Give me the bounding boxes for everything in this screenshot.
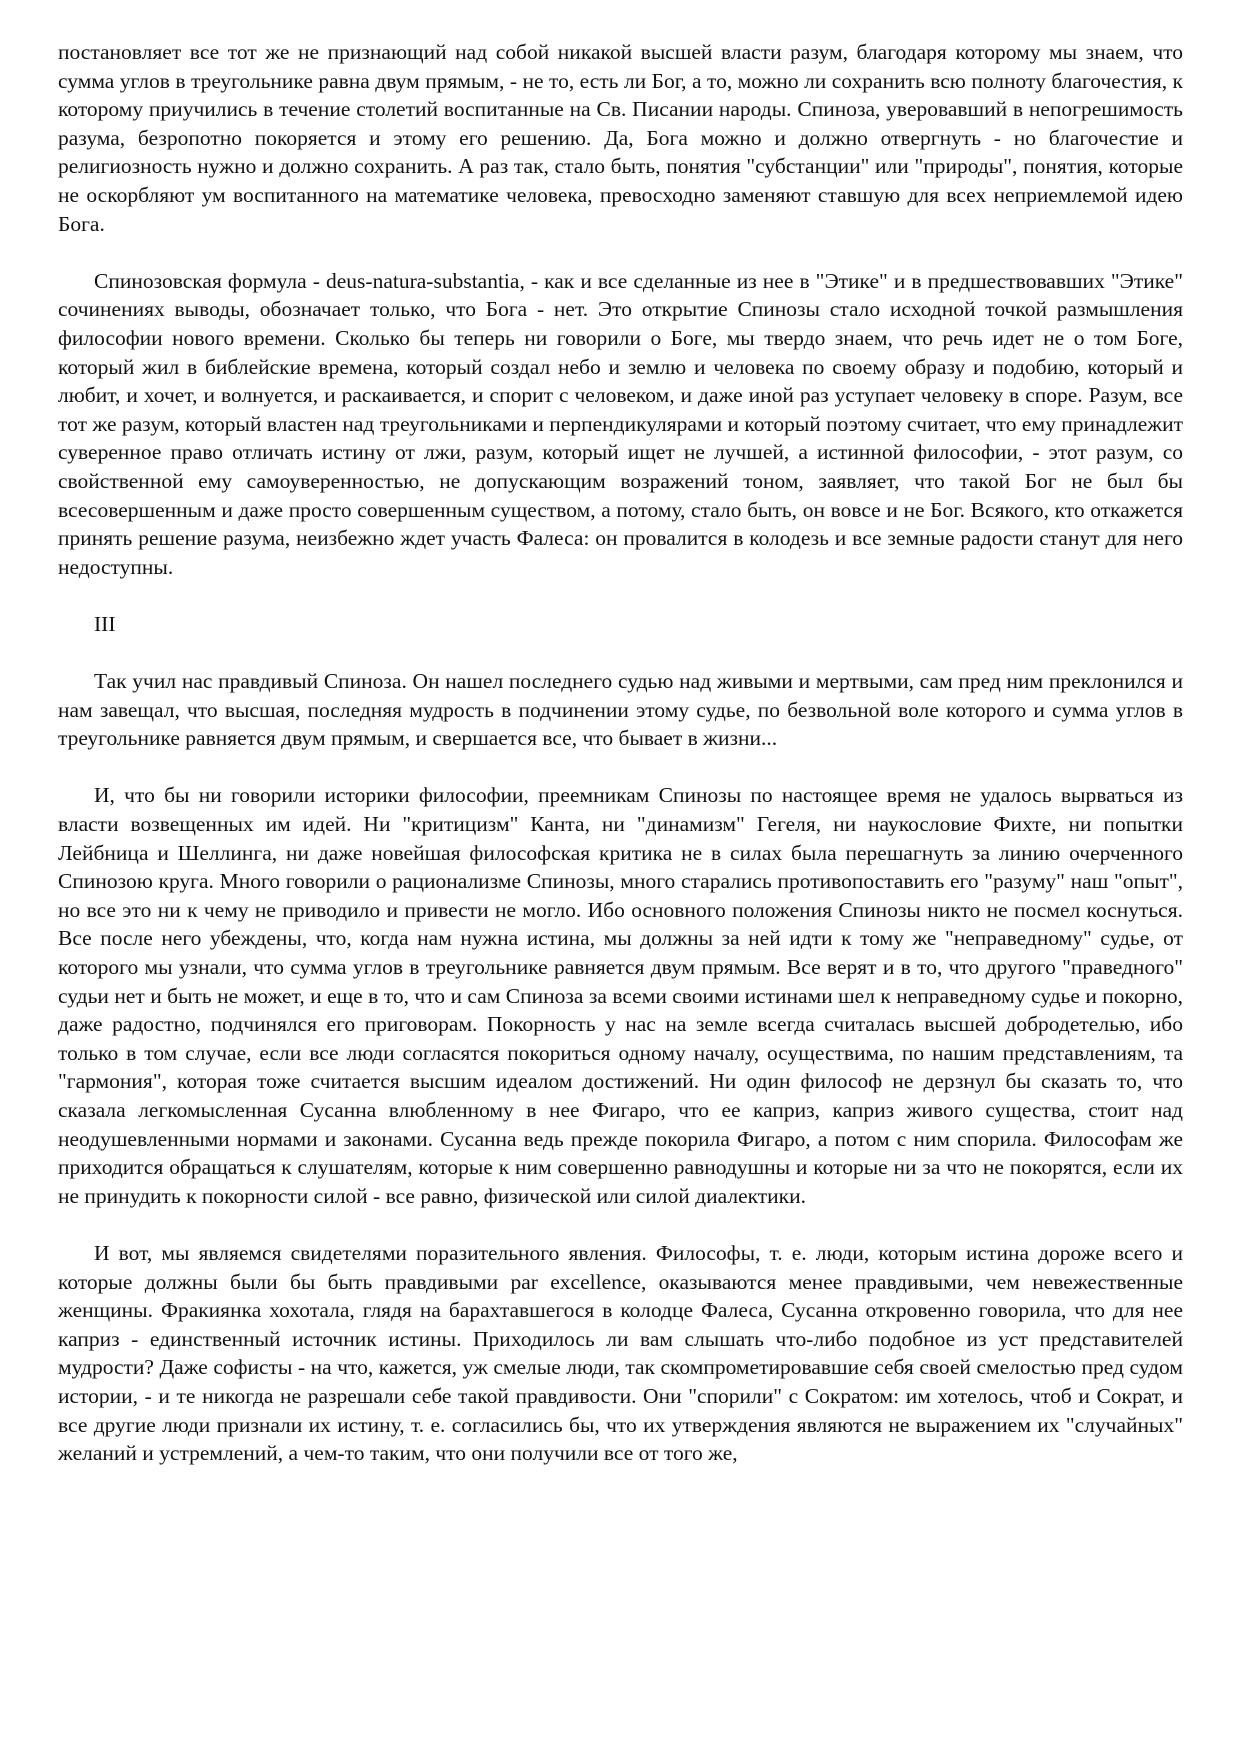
paragraph-2: Спинозовская формула - deus-natura-substantia, - как и все сделанные из нее в "Этике" и в предшествовавших "Этике" сочинениях выводы, обозначает только, что Бога - нет. Это открытие Спинозы стало исходной точкой размышления философии нового времени. Сколько бы теперь ни говорили о Боге, мы твердо знаем, что речь идет не о том Боге, который жил в библейские времена, который создал небо и землю и человека по своему образу и подобию, который и любит, и хочет, и волнуется, и раскаивается, и спорит с человеком, и даже иной раз уступает человеку в споре. Разум, все тот же разум, который властен над треугольниками и перпендикулярами и который поэтому считает, что ему принадлежит суверенное право отличать истину от лжи, разум, который ищет не лучшей, а истинной философии, - этот разум, со свойственной ему самоуверенностью, не допускающим возражений тоном, заявляет, что такой Бог не был бы всесовершенным и даже просто совершенным существом, а потому, стало быть, он вовсе и не Бог. Всякого, кто откажется принять решение разума, неизбежно ждет участь Фалеса: он провалится в колодезь и все земные радости станут для него недоступны. xyxy=(58,268,1183,579)
paragraph-5: И вот, мы являемся свидетелями поразительного явления. Философы, т. е. люди, которым истина дороже всего и которые должны были бы быть правдивыми par excellence, оказываются менее правдивыми, чем невежественные женщины. Фракиянка хохотала, глядя на барахтавшегося в колодце Фалеса, Сусанна откровенно говорила, что для нее каприз - единственный источник истины. Приходилось ли вам слышать что-либо подобное из уст представителей мудрости? Даже софисты - на что, кажется, уж смелые люди, так скомпрометировавшие себя своей смелостью пред судом истории, - и те никогда не разрешали себе такой правдивости. Они "спорили" с Сократом: им хотелось, чтоб и Сократ, и все другие люди признали их истину, т. е. согласились бы, что их утверждения являются не выражением их "случайных" желаний и устремлений, а чем-то таким, что они получили все от того же, xyxy=(58,1240,1183,1466)
paragraph-1: постановляет все тот же не признающий над собой никакой высшей власти разум, благодаря которому мы знаем, что сумма углов в треугольнике равна двум прямым, - не то, есть ли Бог, а то, можно ли сохранить всю полноту благочестия, к которому приучились в течение столетий воспитанные на Св. Писании народы. Спиноза, уверовавший в непогрешимость разума, безропотно покоряется и этому его решению. Да, Бога можно и должно отвергнуть - но благочестие и религиозность нужно и должно сохранить. А раз так, стало быть, понятия "субстанции" или "природы", понятия, которые не оскорбляют ум воспитанного на математике человека, превосходно заменяют ставшую для всех неприемлемой идею Бога. xyxy=(58,40,1183,236)
paragraph-3: Так учил нас правдивый Спиноза. Он нашел последнего судью над живыми и мертвыми, сам пред ним преклонился и нам завещал, что высшая, последняя мудрость в подчинении этому судье, по безвольной воле которого и сумма углов в треугольнике равняется двум прямым, и свершается все, что бывает в жизни... xyxy=(58,669,1183,751)
paragraph-4: И, что бы ни говорили историки философии, преемникам Спинозы по настоящее время не удалось вырваться из власти возвещенных им идей. Ни "критицизм" Канта, ни "динамизм" Гегеля, ни наукословие Фихте, ни попытки Лейбница и Шеллинга, ни даже новейшая философская критика не в силах была перешагнуть за линию очерченного Спинозою круга. Много говорили о рационализме Спинозы, много старались противопоставить его "разуму" наш "опыт", но все это ни к чему не приводило и привести не могло. Ибо основного положения Спинозы никто не посмел коснуться. Все после него убеждены, что, когда нам нужна истина, мы должны за ней идти к тому же "неправедному" судье, от которого мы узнали, что сумма углов в треугольнике равняется двум прямым. Все верят и в то, что другого "праведного" судьи нет и быть не может, и еще в то, что и сам Спиноза за всеми своими истинами шел к неправедному судье и покорно, даже радостно, подчинялся его приговорам. Покорность у нас на земле всегда считалась высшей добродетелью, ибо только в том случае, если все люди согласятся покориться одному началу, осуществима, по нашим представлениям, та "гармония", которая тоже считается высшим идеалом достижений. Ни один философ не дерзнул бы сказать то, что сказала легкомысленная Сусанна влюбленному в нее Фигаро, что ее каприз, каприз живого существа, стоит над неодушевленными нормами и законами. Сусанна ведь прежде покорила Фигаро, а потом с ним спорила. Философам же приходится обращаться к слушателям, которые к ним совершенно равнодушны и которые ни за что не покорятся, если их не принудить к покорности силой - все равно, физической или силой диалектики. xyxy=(58,783,1183,1208)
document-page xyxy=(58,38,1183,1496)
section-heading: III xyxy=(94,611,116,636)
